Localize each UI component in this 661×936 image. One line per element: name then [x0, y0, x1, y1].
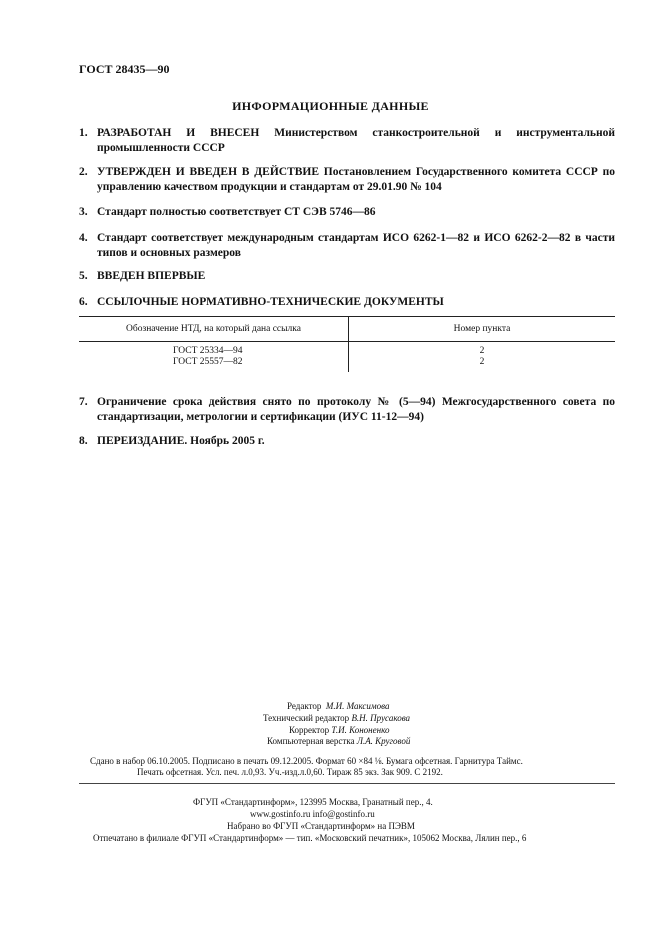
- info-item-8: [79, 434, 615, 449]
- item-lead: УТВЕРЖДЕН И ВВЕДЕН В ДЕЙСТВИЕ: [97, 166, 320, 178]
- item-number: 7.: [79, 396, 88, 408]
- imprint-line-1: ФГУП «Стандартинформ», 123995 Москва, Гранатный пер., 4.: [193, 797, 433, 807]
- table-cell: ГОСТ 25557—82: [79, 357, 349, 368]
- item-number: 8.: [79, 435, 88, 447]
- reference-table: [79, 316, 615, 372]
- imprint-line-4: Отпечатано в филиале ФГУП «Стандартинформ» — тип. «Московский печатник», 105062 Москва, Лялин пер., 6: [93, 833, 527, 843]
- info-item-4: [79, 231, 615, 261]
- column-header: Обозначение НТД, на который дана ссылка: [79, 317, 349, 342]
- item-text: Стандарт полностью соответствует СТ СЭВ 5746—86: [97, 206, 376, 218]
- info-item-3: [79, 205, 615, 220]
- item-number: 6.: [79, 296, 88, 308]
- imprint-line-2: www.gostinfo.ru info@gostinfo.ru: [250, 809, 375, 819]
- section-heading: ИНФОРМАЦИОННЫЕ ДАННЫЕ: [232, 99, 429, 113]
- info-item-5: [79, 269, 615, 284]
- item-lead: ССЫЛОЧНЫЕ НОРМАТИВНО-ТЕХНИЧЕСКИЕ ДОКУМЕНТЫ: [97, 296, 444, 308]
- credit-label: Редактор: [287, 701, 322, 711]
- item-number: 5.: [79, 270, 88, 282]
- item-lead: РАЗРАБОТАН И ВНЕСЕН: [97, 127, 260, 139]
- imprint-line-3: Набрано во ФГУП «Стандартинформ» на ПЭВМ: [227, 821, 415, 831]
- print-info-line-1: Сдано в набор 06.10.2005. Подписано в печать 09.12.2005. Формат 60 ×84 ⅛. Бумага офсетная. Гарнитура Таймс.: [90, 756, 523, 766]
- table-cell: 2: [479, 357, 485, 367]
- info-item-1: [79, 126, 615, 156]
- credit-editor: [287, 701, 389, 711]
- table-row: [79, 357, 615, 368]
- info-item-6: [79, 295, 615, 310]
- credit-name: М.И. Максимова: [325, 701, 390, 711]
- table-cell: ГОСТ 25334—94: [79, 346, 349, 357]
- credit-label: Компьютерная верстка: [267, 736, 355, 746]
- item-text: Постановлением Государственного комитета СССР по управлению качеством продукции и стандартам от 29.01.90 № 104: [97, 166, 615, 193]
- item-lead: ВВЕДЕН ВПЕРВЫЕ: [97, 270, 206, 282]
- item-text: Министерством станкостроительной и инструментальной промышленности СССР: [97, 127, 615, 154]
- item-text: Ноябрь 2005 г.: [187, 435, 265, 447]
- item-number: 4.: [79, 232, 88, 244]
- divider: [79, 783, 615, 784]
- print-info-line-2: Печать офсетная. Усл. печ. л.0,93. Уч.-изд.л.0,60. Тираж 85 экз. Зак 909. С 2192.: [137, 767, 443, 777]
- item-lead: ПЕРЕИЗДАНИЕ.: [97, 435, 188, 447]
- document-id: ГОСТ 28435—90: [79, 62, 170, 76]
- column-header: Номер пункта: [349, 317, 616, 342]
- item-number: 2.: [79, 166, 88, 178]
- credit-corrector: [289, 725, 389, 735]
- credit-name: В.Н. Прусакова: [351, 713, 411, 723]
- credit-tech-editor: [263, 713, 410, 723]
- credit-layout: [267, 736, 410, 746]
- info-item-7: [79, 395, 615, 425]
- credit-name: Л.А. Круговой: [356, 736, 411, 746]
- item-number: 3.: [79, 206, 88, 218]
- credit-label: Корректор: [289, 725, 330, 735]
- item-text: Ограничение срока действия снято по протоколу № (5—94) Межгосударственного совета по стандартизации, метрологии и сертификации (ИУС 11-12—94): [97, 396, 615, 423]
- credit-name: Т.И. Кононенко: [331, 725, 390, 735]
- item-text: Стандарт соответствует международным стандартам ИСО 6262-1—82 и ИСО 6262-2—82 в части типов и основных размеров: [97, 232, 615, 259]
- credit-label: Технический редактор: [263, 713, 350, 723]
- table-row: [79, 346, 615, 357]
- info-item-2: [79, 165, 615, 195]
- item-number: 1.: [79, 127, 88, 139]
- table-cell: 2: [479, 346, 485, 356]
